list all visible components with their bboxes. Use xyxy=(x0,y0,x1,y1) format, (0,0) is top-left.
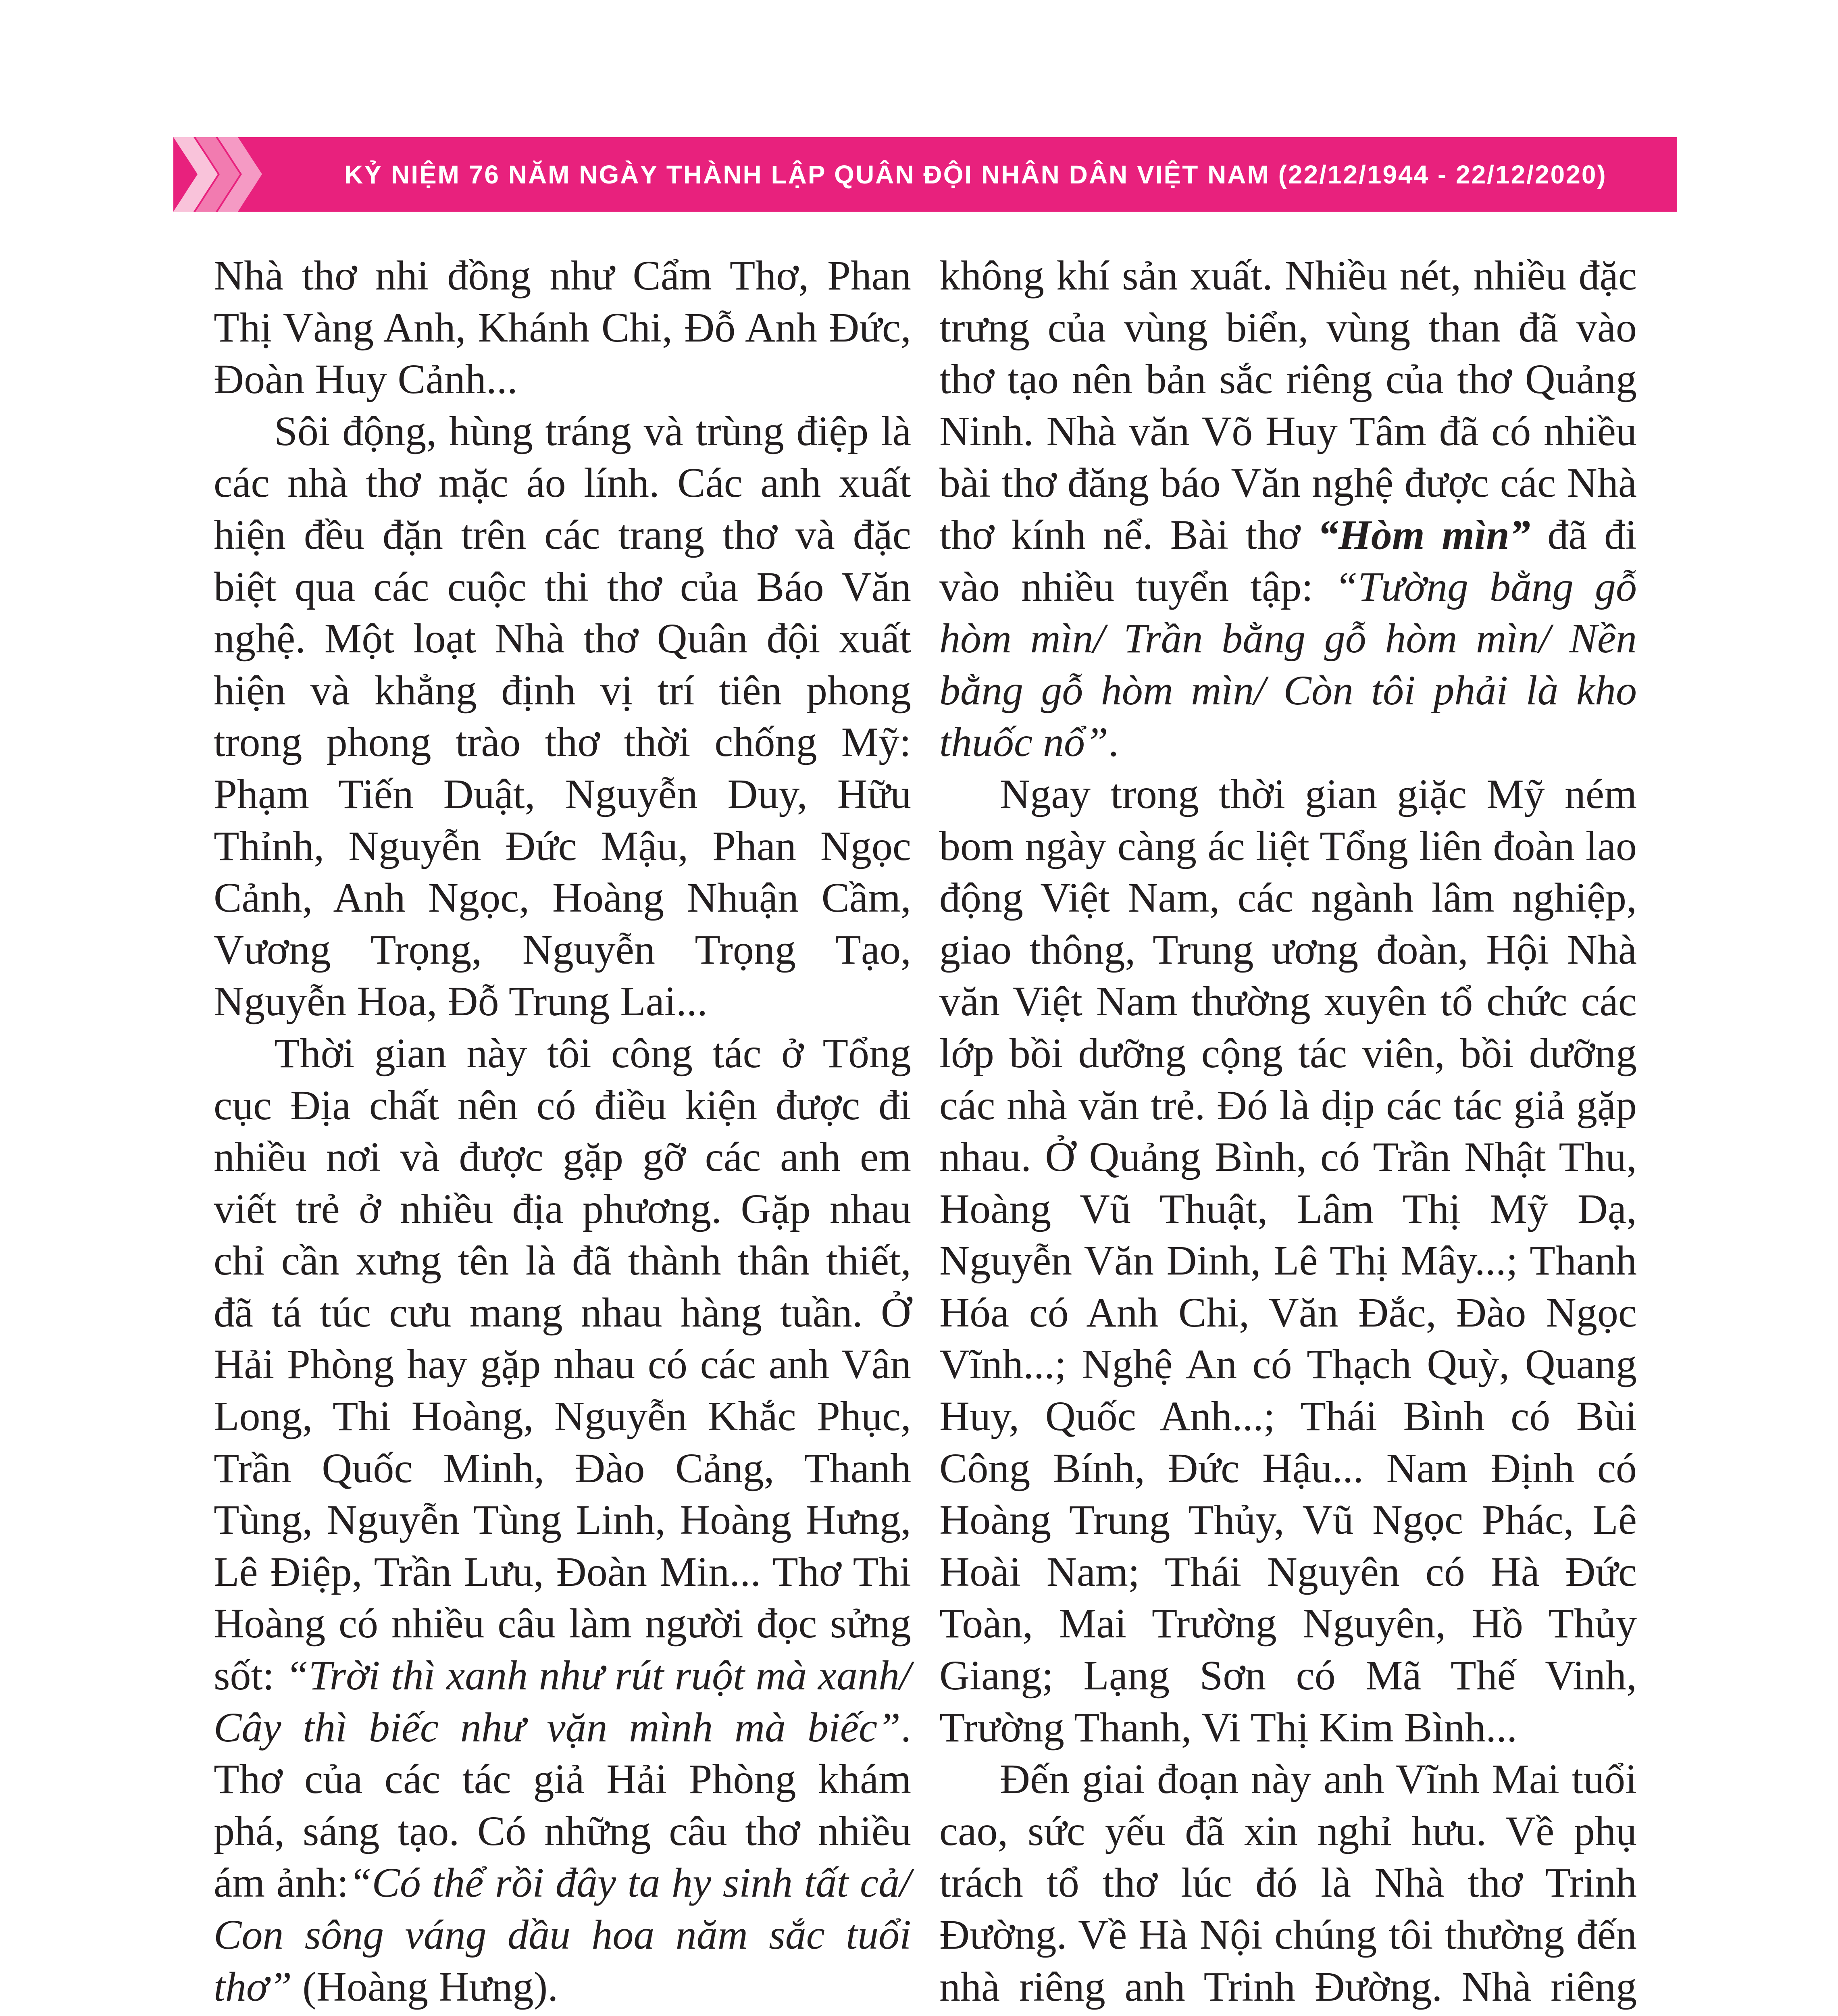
poem-title: “Hòm mìn” xyxy=(1317,511,1530,558)
paragraph: Đến giai đoạn này anh Vĩnh Mai tuổi cao, sức yếu đã xin nghỉ hưu. Về phụ trách tổ thơ lúc đó là Nhà thơ Trinh Đường. Về Hà Nội chúng tôi thường đến nhà riêng anh Trinh Đường. Nhà riêng xyxy=(939,1756,1637,2010)
paragraph: Ngay trong thời gian giặc Mỹ ném bom ngày càng ác liệt Tổng liên đoàn lao động Việt Nam, các ngành lâm nghiệp, giao thông, Trung ương đoàn, Hội Nhà văn Việt Nam thường xuyên tổ chức các lớp bồi dưỡng cộng tác viên, bồi dưỡng các nhà văn trẻ. Đó là dịp các tác giả gặp nhau. Ở Quảng Bình, có Trần Nhật Thu, Hoàng Vũ Thuật, Lâm Thị Mỹ Dạ, Nguyễn Văn Dinh, Lê Thị Mây...; Thanh Hóa có Anh Chi, Văn Đắc, Đào Ngọc Vĩnh...; Nghệ An có Thạch Quỳ, Quang Huy, Quốc Anh...; Thái Bình có Bùi Công Bính, Đức Hậu... Nam Định có Hoàng Trung Thủy, Vũ Ngọc Phác, Lê Hoài Nam; Thái Nguyên có Hà Đức Toàn, Mai Trường Nguyên, Hồ Thủy Giang; Lạng Sơn có Mã Thế Vinh, Trường Thanh, Vi Thị Kim Bình... xyxy=(939,771,1637,1751)
poem-quote: “Có thể rồi đây ta hy sinh tất cả/ Con sông váng dầu hoa năm sắc tuổi thơ” xyxy=(214,1860,912,2010)
poem-quote: “Tường bằng gỗ hòm mìn/ Trần bằng gỗ hòm mìn/ Nền bằng gỗ hòm mìn/ Còn tôi phải là kho thuốc nổ” xyxy=(939,563,1637,766)
poem-quote: “Trời thì xanh như rút ruột mà xanh/ Cây thì biếc như vặn mình mà biếc” xyxy=(214,1652,911,1751)
paragraph xyxy=(214,2013,911,2016)
banner-title: KỶ NIỆM 76 NĂM NGÀY THÀNH LẬP QUÂN ĐỘI NHÂN DÂN VIỆT NAM (22/12/1944 - 22/12/2020) xyxy=(344,160,1607,189)
paragraph: không khí sản xuất. Nhiều nét, nhiều đặc trưng của vùng biển, vùng than đã vào thơ tạo nên bản sắc riêng của thơ Quảng Ninh. Nhà văn Võ Huy Tâm đã có nhiều bài thơ đăng báo Văn nghệ được các Nhà thơ kính nể. Bài thơ “Hòm mìn” đã đi vào nhiều tuyển tập: “Tường bằng gỗ hòm mìn/ Trần bằng gỗ hòm mìn/ Nền bằng gỗ hòm mìn/ Còn tôi phải là kho thuốc nổ”. xyxy=(939,252,1637,766)
paragraph: Thời gian này tôi công tác ở Tổng cục Địa chất nên có điều kiện được đi nhiều nơi và được gặp gỡ các anh em viết trẻ ở nhiều địa phương. Gặp nhau chỉ cần xưng tên là đã thành thân thiết, đã tá túc cưu mang nhau hàng tuần. Ở Hải Phòng hay gặp nhau có các anh Vân Long, Thi Hoàng, Nguyễn Khắc Phục, Trần Quốc Minh, Đào Cảng, Thanh Tùng, Nguyễn Tùng Linh, Hoàng Hưng, Lê Điệp, Trần Lưu, Đoàn Min... Thơ Thi Hoàng có nhiều câu làm người đọc sửng sốt: “Trời thì xanh như rút ruột mà xanh/ Cây thì biếc như vặn mình mà biếc”. Thơ của các tác giả Hải Phòng khám phá, sáng tạo. Có những câu thơ nhiều ám ảnh:“Có thể rồi đây ta hy sinh tất cả/ Con sông váng dầu hoa năm sắc tuổi thơ” (Hoàng Hưng). xyxy=(214,1030,912,2010)
right-column xyxy=(939,250,1637,2016)
chevron-arrows-icon xyxy=(173,137,270,212)
paragraph: Nhà thơ nhi đồng như Cẩm Thơ, Phan Thị Vàng Anh, Khánh Chi, Đỗ Anh Đức, Đoàn Huy Cảnh... xyxy=(214,252,911,403)
left-column xyxy=(214,250,911,2016)
paragraph: Sôi động, hùng tráng và trùng điệp là các nhà thơ mặc áo lính. Các anh xuất hiện đều đặn trên các trang thơ và đặc biệt qua các cuộc thi thơ của Báo Văn nghệ. Một loạt Nhà thơ Quân đội xuất hiện và khẳng định vị trí tiên phong trong phong trào thơ thời chống Mỹ: Phạm Tiến Duật, Nguyễn Duy, Hữu Thỉnh, Nguyễn Đức Mậu, Phan Ngọc Cảnh, Anh Ngọc, Hoàng Nhuận Cầm, Vương Trọng, Nguyễn Trọng Tạo, Nguyễn Hoa, Đỗ Trung Lai... xyxy=(214,408,911,1025)
